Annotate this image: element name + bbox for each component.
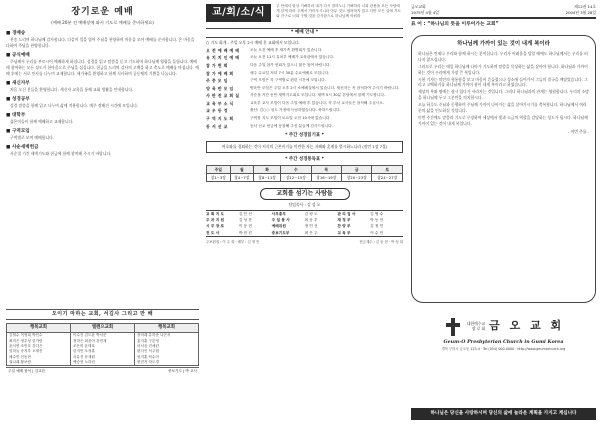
section-text: 구역별로 모여 예배합니다.	[10, 134, 54, 140]
table-header-cell: 월	[230, 165, 254, 173]
table-header-cell: 토	[372, 165, 403, 173]
footer-left: 주보편집 : 이 주 희 · 배부 : 김 영 민	[206, 240, 260, 245]
church-motto: 표 어 : “하나님의 뜻을 이루어가는 교회”	[411, 22, 499, 28]
section-text: 찬송 드리며 하나님께 감사합니다. 다같이 입을 열어 주님을 찬양하며 마음을 모아 예배를 준비합니다. 온 마음을 다하여 주님을 찬양합니다.	[6, 37, 195, 48]
schedule-note: ○ 기도 회개 - 주일 오후 2시 예배 후 교회에서 모입니다.	[206, 39, 300, 45]
chain-row: 백승현 노하린	[73, 360, 95, 365]
table-header-cell: 목	[311, 165, 341, 173]
section-heading: ■ 성경공부	[6, 96, 30, 102]
news-key: 참 가 예 배 회	[206, 70, 234, 76]
servant-name: 박 동 민	[370, 218, 384, 223]
worship-sections	[6, 31, 199, 157]
servant-name: 이 수 민	[370, 230, 384, 235]
verse-box: 여호와를 경외하는 것이 지식의 근본이거늘 미련한 자는 지혜와 훈계를 멸시하느니라 (잠언 1장 7절)	[206, 141, 403, 153]
section	[6, 113, 199, 125]
table-cell: 창12~15장	[281, 173, 311, 181]
chain-header: 엘렌으교회	[71, 324, 134, 333]
news-value: 교육부 교사 모임이 다음 주일 예배 후 있습니다. 각 부서 교사들은 참석해 주십시오.	[250, 100, 384, 105]
chain-row: 서유진 문재원	[73, 354, 95, 359]
chain-row: 조은비 윤태호	[73, 343, 95, 348]
servants-row	[206, 211, 403, 217]
cover-column	[411, 4, 596, 420]
servant-role: 재 정 부	[337, 218, 351, 223]
section-heading: ■ 경배송	[6, 30, 26, 36]
chain-row: 마서윤 진예린	[137, 343, 159, 348]
servant-name: 김 인 선	[238, 211, 252, 216]
servants-title: 교회를 섬기는 사람들	[260, 188, 350, 200]
news-item	[206, 55, 403, 60]
church-news-column	[206, 4, 403, 420]
news-item	[206, 101, 403, 106]
church-label: 금오교회	[411, 4, 426, 9]
servant-role: 예배위원	[271, 224, 286, 229]
servant-name: 최 은 주	[304, 230, 318, 235]
church-address: 경북 구미시 금오동 123-4 · Tel (054) 000-0000 · http://www.geumochurch.org	[441, 347, 566, 352]
chain-row: 배수민 신동현	[9, 354, 31, 359]
news-item	[206, 63, 403, 68]
chain-row: 정하은 최윤아 강민재	[73, 338, 107, 343]
section-text: 성경 말씀을 함께 읽고 나누며 삶에 적용합니다. 매주 정해진 시간에 모입니다.	[10, 102, 139, 108]
prayer-chain	[6, 309, 199, 375]
chain-note-right: 중보기도 | 박 교사	[168, 369, 197, 374]
church-name-english: Geum-O Presbyterian Church in Gumi Korea	[443, 338, 564, 345]
chain-row: 한지민 오정훈	[73, 349, 95, 354]
verse-box-title: * 주간 성경읽기표 *	[285, 132, 324, 138]
table-header-cell: 화	[254, 165, 281, 173]
section	[6, 145, 199, 157]
worship-guide-subtitle: (예배 20분 전 예배장에 와서 기도로 예배를 준비하세요)	[51, 20, 154, 26]
chain-note	[6, 367, 199, 375]
denomination-line-1: 대한예수교	[466, 320, 486, 326]
church-name: 금 오 교 회	[489, 319, 565, 333]
table-header-cell: 금	[341, 165, 371, 173]
news-header	[206, 4, 403, 22]
section-text: 주님께서 우리를 부르시어 예배하게 하십니다. 성경을 읽고 말씀을 듣고 기도하며 하나님께 영광을 돌립니다. 예배에 참여하는 모든 성도가 한마음으로 주님을 섬깁니다. 헌금을 드리며 감사의 고백을 하고 축도로 예배를 마칩니다. 예배 후에는 서로 인사를 나누며 교제합니다. 새가족을 환영하고 함께 식사하며 공동체의 기쁨을 나눕니다.	[6, 58, 199, 76]
news-key: 오 전 예 배 예 배	[206, 47, 240, 53]
schedule-title: * 예배 안내 *	[206, 28, 403, 38]
news-item	[206, 86, 403, 91]
chain-note-left: 주일 예배 참석 | 김교한	[8, 369, 46, 374]
servant-role: 관 리 집 사	[337, 211, 356, 216]
news-value: 사순절 기간 동안 새벽기도회로 모입니다. 새벽 5시 30분 본당에서 함께 기도합니다.	[250, 93, 386, 98]
news-key: 교 육 부 소 식	[206, 100, 234, 106]
servant-role: 중보기도부	[271, 230, 290, 235]
chain-row: 김철수 이영희 박민수	[9, 333, 43, 338]
cover-header-left	[411, 4, 439, 15]
chain-row: 장미래 유하준 나은서	[137, 333, 171, 338]
news-item	[206, 124, 403, 129]
news-item	[206, 108, 403, 113]
servant-role: 주 차 지 원	[206, 218, 225, 223]
section	[6, 129, 199, 141]
news-key: 동 서 선 교	[206, 123, 228, 129]
chain-row: 변민지 하도경	[137, 360, 159, 365]
news-value: 다음 주일 참가 헌회가 있으니 많은 참여 바랍니다.	[250, 62, 331, 67]
slogan: 오이기 마하는 교회, 서김사 그리고 만 배	[6, 309, 199, 320]
message-paragraph: 그러므로 우리는 매일 하나님께 나아가 기도하며 말씀을 묵상하는 삶을 살아야 합니다. 하나님과 가까이 하는 것이 우리에게 가장 큰 복입니다.	[418, 63, 588, 75]
chain-row: 이수진 김도윤 박서준	[73, 333, 107, 338]
cover-header-right	[566, 4, 596, 15]
news-key: 구 역 지 도 회	[206, 116, 234, 122]
news-key: 사 판 전 교 회 실	[206, 93, 240, 99]
table-cell: 창8~11장	[254, 173, 281, 181]
message-title: 하나님께 가까이 있는 것이 내게 복이라	[457, 40, 550, 47]
worship-guide-title: 장기로운 예배	[71, 7, 134, 17]
table-cell: 창4~7장	[230, 173, 254, 181]
news-item	[206, 93, 403, 98]
servant-name: 김 영 수	[370, 211, 384, 216]
message-paragraph: 이번 주간에도 말씀과 기도로 무장하여 세상에서 빛과 소금의 역할을 감당하는 성도가 됩시다. 하나님께 가까이 있는 것이 내게 복입니다.	[418, 114, 588, 126]
servants-row	[206, 217, 403, 223]
chain-column	[71, 324, 135, 365]
news-value: 양육반 모임은 주일 오후 2시 소예배실에서 있습니다. 새신자는 꼭 참석하여 주시기 바랍니다.	[250, 85, 400, 90]
footer-right: 헌금계수 : 김 동 현 · 박 성 희	[359, 240, 403, 245]
chain-row: 편다인 석주원	[137, 349, 159, 354]
news-value: 오늘 오전 예배 후 새가족 환영회가 있습니다.	[250, 47, 323, 52]
cover-header	[411, 4, 596, 15]
header-verse: 주 안에서 항상 기뻐하라 내가 다시 말하노니 기뻐하라 너희 관용을 모든 사람에게 알게 하라 주께서 가까우시니라 아무 것도 염려하지 말고 다만 모든 일에 기도와 간구로 너희 구할 것을 감사함으로 하나님께 아뢰라	[276, 4, 401, 19]
section	[6, 81, 199, 93]
cross-icon	[443, 317, 463, 337]
section-heading: ■ 대학부	[6, 112, 26, 118]
servant-name: 정 인 선	[304, 224, 318, 229]
chain-row: 윤서연 조민호 강다은	[9, 343, 43, 348]
table-header-cell: 주일	[207, 165, 231, 173]
chain-row: 임하늘 송지우 오세진	[9, 349, 43, 354]
servant-role: 교 회 지 도	[206, 211, 225, 216]
section	[6, 97, 199, 109]
servant-role: 찬 양 부	[337, 224, 351, 229]
chain-column	[135, 324, 198, 365]
news-value: 출산: 김○○ 성도 가정에 득남하였습니다. 축하드립니다.	[250, 108, 341, 113]
chain-header: 행복교회	[135, 324, 198, 333]
news-footer	[206, 240, 403, 245]
section-text: 처음 오신 분들을 환영합니다. 새신자 교육을 통해 교회 생활을 안내합니다.	[10, 86, 134, 92]
message-paragraph: 오늘 하루도 주님과 동행하며 주님께 가까이 나아가는 삶을 살아가시기를 축복합니다. 하나님께서 여러분의 삶을 인도하실 것입니다.	[418, 102, 587, 113]
chain-row: 권나래 황보람	[9, 360, 31, 365]
chain-header: 행복교회	[7, 324, 70, 333]
servant-name: 이 동 현	[238, 224, 252, 229]
servant-name: 김 성 찬	[238, 218, 252, 223]
servant-name: 김 평 도	[304, 211, 318, 216]
section-heading: ■ 공식예배	[6, 52, 30, 58]
table-header-cell: 수	[281, 165, 311, 173]
issue-date: 2004년 3월 28일	[565, 9, 596, 15]
reading-table	[206, 165, 403, 182]
denomination	[467, 322, 485, 332]
news-value: 동서 선교 헌금에 동참해 주신 분들께 감사드립니다.	[250, 123, 334, 128]
servant-name: 박 민 진	[238, 230, 252, 235]
reading-table-header	[207, 165, 403, 173]
section-text: 사순절 기간 새벽기도와 헌금에 함께 참여해 주시기 바랍니다.	[10, 151, 112, 156]
news-item	[206, 71, 403, 76]
section-text: 젊은이들이 함께 예배하고 교제합니다.	[10, 118, 74, 124]
servants-row	[206, 224, 403, 230]
table-cell: 창24~27장	[372, 173, 403, 181]
news-list	[206, 48, 403, 129]
news-key: 참 가 헌 회	[206, 62, 228, 68]
news-key: 양 육 반 모 임	[206, 85, 234, 91]
message-paragraph: 세상의 부와 명예는 잠시 있다가 사라지는 것입니다. 그러나 하나님과의 관계는 영원합니다. 우리의 소망을 하나님께 두고 그분만을 의지합시다.	[418, 89, 589, 101]
news-item	[206, 78, 403, 83]
issue-number: 제12권 14호	[574, 4, 596, 9]
reading-table-title: * 주간 성경통독표 *	[285, 156, 324, 162]
servant-name: 김 정 인	[370, 224, 384, 229]
news-title: 교/회/소/식	[206, 4, 271, 22]
table-cell: 창1~3장	[207, 173, 231, 181]
news-key: 유 치 치 인 예 배	[206, 55, 240, 61]
bottom-banner: 하나님은 당신을 사랑하시며 당신의 삶에 놀라운 계획을 가지고 계십니다	[411, 408, 596, 420]
table-cell: 창20~23장	[341, 173, 371, 181]
servant-role: 사무총무	[271, 211, 286, 216]
chain-row: 엄지훈 탁수아	[137, 354, 159, 359]
worship-guide-column	[6, 4, 199, 420]
news-item	[206, 116, 403, 121]
servants-table	[206, 210, 403, 237]
chain-column	[7, 324, 71, 365]
news-value: 오늘 오전 11시 유치부 예배가 교육관에서 있습니다.	[250, 55, 335, 60]
table-cell: 창16~19장	[311, 173, 341, 181]
church-identity	[411, 317, 596, 337]
news-value: 매주 수요일 저녁 7시 30분 수요예배로 모입니다.	[250, 70, 330, 75]
table-row	[207, 173, 403, 181]
servant-role: 전 도 사	[206, 230, 220, 235]
servant-role: 시 무 장 로	[206, 224, 225, 229]
section	[6, 53, 199, 77]
news-key: 주 중 모 임	[206, 78, 228, 84]
message-paragraph: 시편 기자는 악인의 형통함을 보고 마음이 흔들렸으나 성소에 들어가서 그들의 결국을 깨달았습니다. 그리고 고백하기를 하나님께 가까이 함이 내게 복이라고 하였습니다.	[418, 76, 588, 88]
header-divider	[411, 17, 596, 19]
servants-row	[206, 230, 403, 236]
message-paragraph: 하나님은 언제나 우리와 함께 하시는 분이십니다. 우리가 어려움을 당할 때에도 하나님께서는 우리를 떠나지 않으십니다.	[418, 51, 588, 62]
news-key: 교 우 동 정	[206, 108, 228, 114]
chain-row: 최지은 정우성 한가람	[9, 338, 43, 343]
news-item	[206, 48, 403, 53]
pastor-message	[411, 35, 596, 303]
servant-name: 최 동 우	[304, 218, 318, 223]
servant-role: 주 일 봉 사	[271, 218, 290, 223]
founded-date: 1975년 4월 4일	[411, 9, 439, 15]
servant-role: 교 육 부	[337, 230, 351, 235]
section-heading: ■ 사순새벽헌금	[6, 144, 39, 150]
news-value: 구역 모임은 각 구역별로 편한 시간에 모입니다.	[250, 78, 326, 83]
denomination-line-2: 장 로 회	[471, 325, 486, 331]
message-signature: - 이번 주를 -	[567, 129, 589, 135]
section	[6, 31, 199, 49]
prayer-chain-table	[6, 323, 199, 366]
section-heading: ■ 새신자부	[6, 80, 30, 86]
news-value: 구역장 지도 모임이 토요일 오전 10시에 있습니다.	[250, 116, 331, 121]
chain-row: 홍지훈 구본영	[137, 338, 159, 343]
section-heading: ■ 구역모임	[6, 128, 30, 134]
senior-pastor: 담임목사 : 김 성 오	[288, 201, 321, 207]
